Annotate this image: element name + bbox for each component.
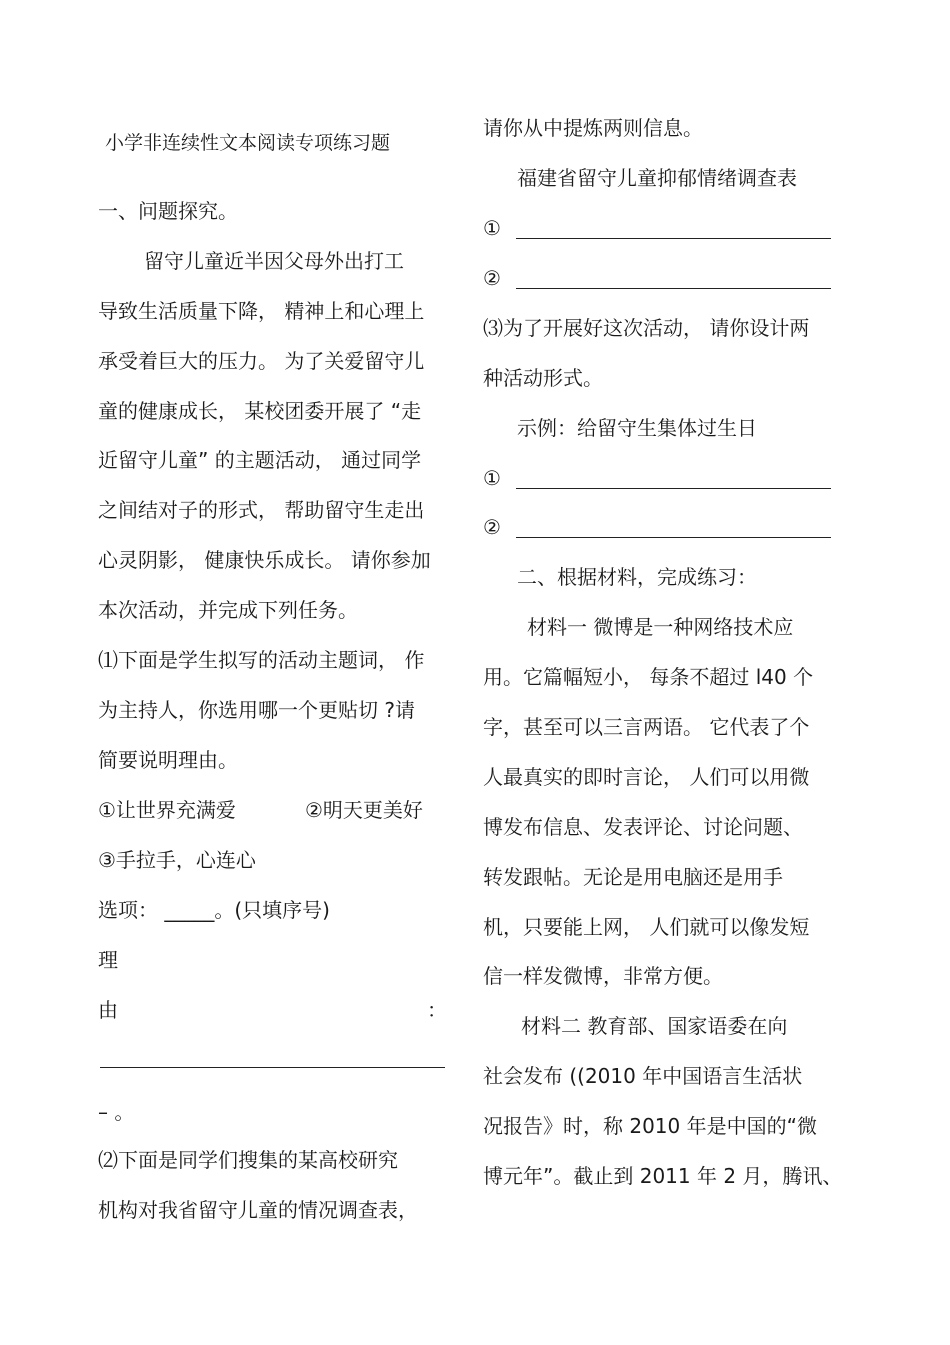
option-2: ②明天更美好 — [305, 798, 423, 822]
material-2-line: 博元年”。截止到 2011 年 2 月，腾讯、 — [483, 1164, 843, 1188]
paragraph-line: 之间结对子的形式， 帮助留守生走出 — [98, 498, 425, 522]
answer-line-1[interactable] — [516, 238, 831, 239]
section-heading-2: 二、根据材料，完成练习： — [517, 565, 757, 589]
material-2-line: 社会发布 ((2010 年中国语言生活状 — [483, 1064, 803, 1088]
example-line: 示例：给留守生集体过生日 — [517, 416, 757, 440]
answer-end-dash: – 。 — [98, 1100, 135, 1124]
question-1-line: 为主持人，你选用哪一个更贴切 ?请 — [98, 698, 415, 722]
material-1-line: 信一样发微博，非常方便。 — [483, 964, 723, 988]
answer-line-4[interactable] — [516, 537, 831, 538]
question-3-line: 种活动形式。 — [483, 366, 603, 390]
answer-marker-2: ② — [483, 266, 501, 290]
answer-line-3[interactable] — [516, 488, 831, 489]
paragraph-line: 承受着巨大的压力。 为了关爱留守儿 — [98, 349, 425, 373]
reason-colon: ： — [427, 998, 447, 1022]
question-3-line: ⑶为了开展好这次活动， 请你设计两 — [483, 316, 810, 340]
question-1-line: ⑴下面是学生拟写的活动主题词， 作 — [98, 648, 425, 672]
paragraph-line: 留守儿童近半因父母外出打工 — [144, 249, 404, 273]
material-1-line: 人最真实的即时言论， 人们可以用微 — [483, 765, 810, 789]
section-heading-1: 一、问题探究。 — [98, 199, 238, 223]
question-2-line: 机构对我省留守儿童的情况调查表， — [98, 1198, 418, 1222]
answer-marker-4: ② — [483, 515, 501, 539]
material-2-line: 况报告》时，称 2010 年是中国的“微 — [483, 1114, 817, 1138]
intro-line: 请你从中提炼两则信息。 — [483, 116, 703, 140]
answer-marker-1: ① — [483, 216, 501, 240]
table-title: 福建省留守儿童抑郁情绪调查表 — [517, 166, 797, 190]
paragraph-line: 导致生活质量下降， 精神上和心理上 — [98, 299, 425, 323]
material-2-line: 材料二 教育部、国家语委在向 — [521, 1014, 788, 1038]
page-title: 小学非连续性文本阅读专项练习题 — [105, 132, 391, 154]
choice-blank[interactable]: 选项： _____。(只填序号) — [98, 898, 330, 922]
material-1-line: 字，甚至可以三言两语。 它代表了个 — [483, 715, 810, 739]
material-1-line: 转发跟帖。无论是用电脑还是用手 — [483, 865, 783, 889]
paragraph-line: 本次活动，并完成下列任务。 — [98, 598, 358, 622]
material-1-line: 机，只要能上网， 人们就可以像发短 — [483, 915, 810, 939]
material-1-line: 博发布信息、发表评论、讨论问题、 — [483, 815, 803, 839]
question-1-line: 简要说明理由。 — [98, 748, 238, 772]
paragraph-line: 童的健康成长， 某校团委开展了 “走 — [98, 399, 422, 423]
question-2-line: ⑵下面是同学们搜集的某高校研究 — [98, 1148, 398, 1172]
answer-marker-3: ① — [483, 466, 501, 490]
reason-label-2: 由 — [98, 998, 118, 1022]
reason-label-1: 理 — [98, 948, 118, 972]
material-1-line: 用。它篇幅短小， 每条不超过 l40 个 — [483, 665, 814, 689]
material-1-line: 材料一 微博是一种网络技术应 — [527, 615, 794, 639]
paragraph-line: 近留守儿童” 的主题活动， 通过同学 — [98, 448, 422, 472]
option-3: ③手拉手，心连心 — [98, 848, 256, 872]
reason-answer-line[interactable] — [100, 1067, 445, 1068]
option-1: ①让世界充满爱 — [98, 798, 236, 822]
paragraph-line: 心灵阴影， 健康快乐成长。 请你参加 — [98, 548, 431, 572]
answer-line-2[interactable] — [516, 288, 831, 289]
